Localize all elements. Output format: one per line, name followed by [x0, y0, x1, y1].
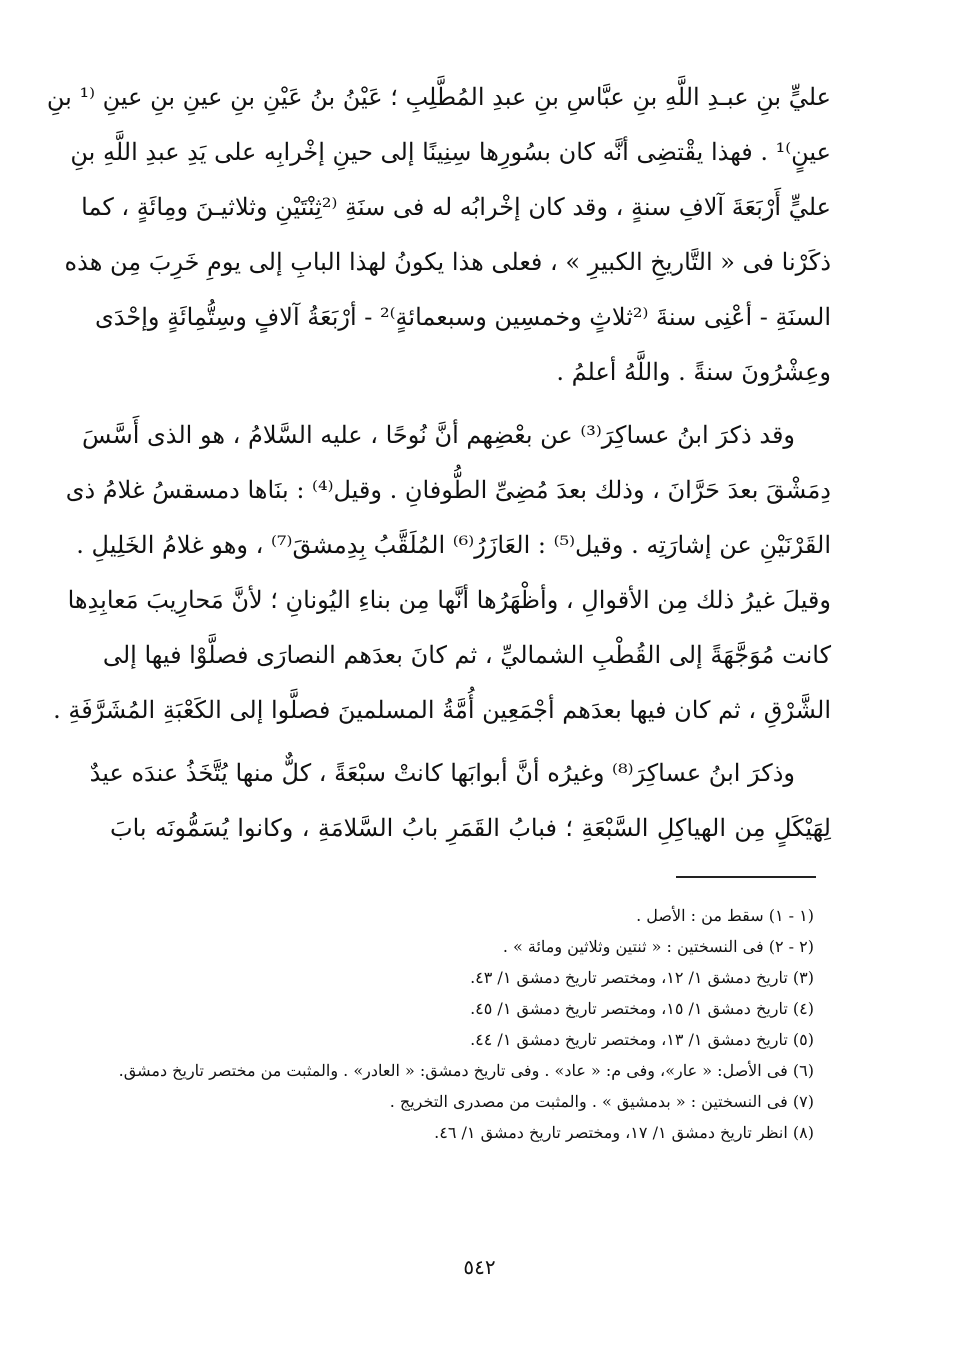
footnote-separator: [676, 876, 816, 878]
text-line-11: كانت مُوَجَّهَةً إلى القُطْبِ الشماليِّ ، ثم كانَ بعدَهم النصارَى فصلَّوْا فيها إلى: [102, 641, 831, 669]
text-line-1: عليٍّ بنِ عبـدِ اللَّهِ بنِ عبَّاسِ بنِ عبدِ المُطَّلِبِ ؛ عَيْنُ بنُ عَيْنِ بنِ عينِ بنِ عينِ ⁽¹ بنِ: [46, 83, 831, 111]
text-line-12: الشَّرْقِ ، ثم كان فيها بعدَهم أجْمَعِين أُمَّةُ المسلمينَ فصلَّوا إلى الكَعْبَةِ المُشَرَّفَةِ .: [53, 696, 831, 724]
text-line-9: القَرْنَيْنِ عن إشارَتِه . وقيل⁽⁵⁾ : العَازَرُ⁽⁶⁾ المُلَقَّبُ بِدِمشقَ⁽⁷⁾ ، وهو غلامُ الخَلِيلِ .: [76, 531, 831, 559]
main-text: [46, 70, 831, 856]
paragraph-gap: [110, 400, 831, 408]
footnote-2: (٢ - ٢) فى النسختين : « ثنتين وثلاثين ومائة » .: [502, 937, 814, 956]
footnotes: [80, 900, 814, 1148]
footnote-6: (٦) فى الأصل: « عار»، وفى م: « عاد» . وفى تاريخ دمشق: « العادر» . والمثبت من مختصر تاريخ دمشق.: [118, 1061, 814, 1080]
footnote-7: (٧) فى النسختين : « بدمشيق » . والمثبت من مصدرى التخريج .: [389, 1092, 814, 1111]
text-line-7: وقد ذكرَ ابنُ عساكِرَ⁽³⁾ عن بعْضِهم أنَّ نُوحًا ، عليه السَّلامُ ، هو الذى أَسَّسَ: [81, 421, 795, 449]
footnote-1: (١ - ١) سقط من : الأصل .: [636, 906, 814, 925]
page-number: ٥٤٢: [463, 1255, 496, 1279]
text-line-3: عليٍّ أَرْبَعَةَ آلافِ سنةٍ ، وقد كان إخْرابُه له فى سنَةِ ⁽²ثِنْتَيْنِ وثلاثيـنَ ومِائَةٍ ، كما: [81, 193, 831, 221]
text-line-4: ذكَرْنا فى « التَّاريخِ الكبيرِ » ، فعلى هذا يكونُ لهذا البابِ إلى يومِ خَرِبَ مِن هذه: [64, 248, 831, 276]
text-line-14: لِهَيْكَلٍ مِن الهياكِلِ السَّبْعَةِ ؛ فبابُ القَمَرِ بابُ السَّلامَةِ ، وكانوا يُسَمُّونَه بابَ: [110, 814, 831, 842]
text-line-8: دِمَشْقَ بعدَ حَرَّانَ ، وذلك بعدَ مُضِىِّ الطُّوفانِ . وقيل⁽⁴⁾ : بنَاها دمسقسُ غلامُ ذى: [65, 476, 831, 504]
text-line-6: وعِشْرُونَ سنةً . واللَّهُ أعلمُ .: [556, 358, 831, 386]
text-line-13: وذكرَ ابنُ عساكِرَ⁽⁸⁾ وغيرُه أنَّ أبوابَها كانتْ سبْعَةً ، كلٌّ منها يُتَّخَذُ عندَه عيدٌ: [89, 759, 795, 787]
footnote-5: (٥) تاريخ دمشق ١/ ١٣، ومختصر تاريخ دمشق ١/ ٤٤.: [470, 1030, 814, 1049]
footnote-3: (٣) تاريخ دمشق ١/ ١٢، ومختصر تاريخ دمشق ١/ ٤٣.: [470, 968, 814, 987]
text-line-10: وقيلَ غيرُ ذلك مِن الأقوالِ ، وأظْهَرُها أنَّها مِن بناءِ اليُونانِ ؛ لأنَّ مَحارِيبَ مَعابِدِها: [67, 586, 831, 614]
text-line-2: عينٍ⁾¹ . فهذا يقْتضِى أنَّه كان بسُورِها سِنِينًا إلى حينِ إخْرابِه على يَدِ عبدِ اللَّهِ بنِ: [70, 138, 831, 166]
text-line-5: السنَةِ - أعْنِى سنةَ ⁽²ثلاثٍ وخمسِين وسبعمائةٍ⁾² - أرْبَعَةُ آلافٍ وسِتُّمِائَةٍ وإحْدَى: [95, 303, 831, 331]
footnote-4: (٤) تاريخ دمشق ١/ ١٥، ومختصر تاريخ دمشق ١/ ٤٥.: [470, 999, 814, 1018]
paragraph-gap: [110, 738, 831, 746]
footnote-8: (٨) انظر تاريخ دمشق ١/ ١٧، ومختصر تاريخ دمشق ١/ ٤٦.: [434, 1123, 814, 1142]
